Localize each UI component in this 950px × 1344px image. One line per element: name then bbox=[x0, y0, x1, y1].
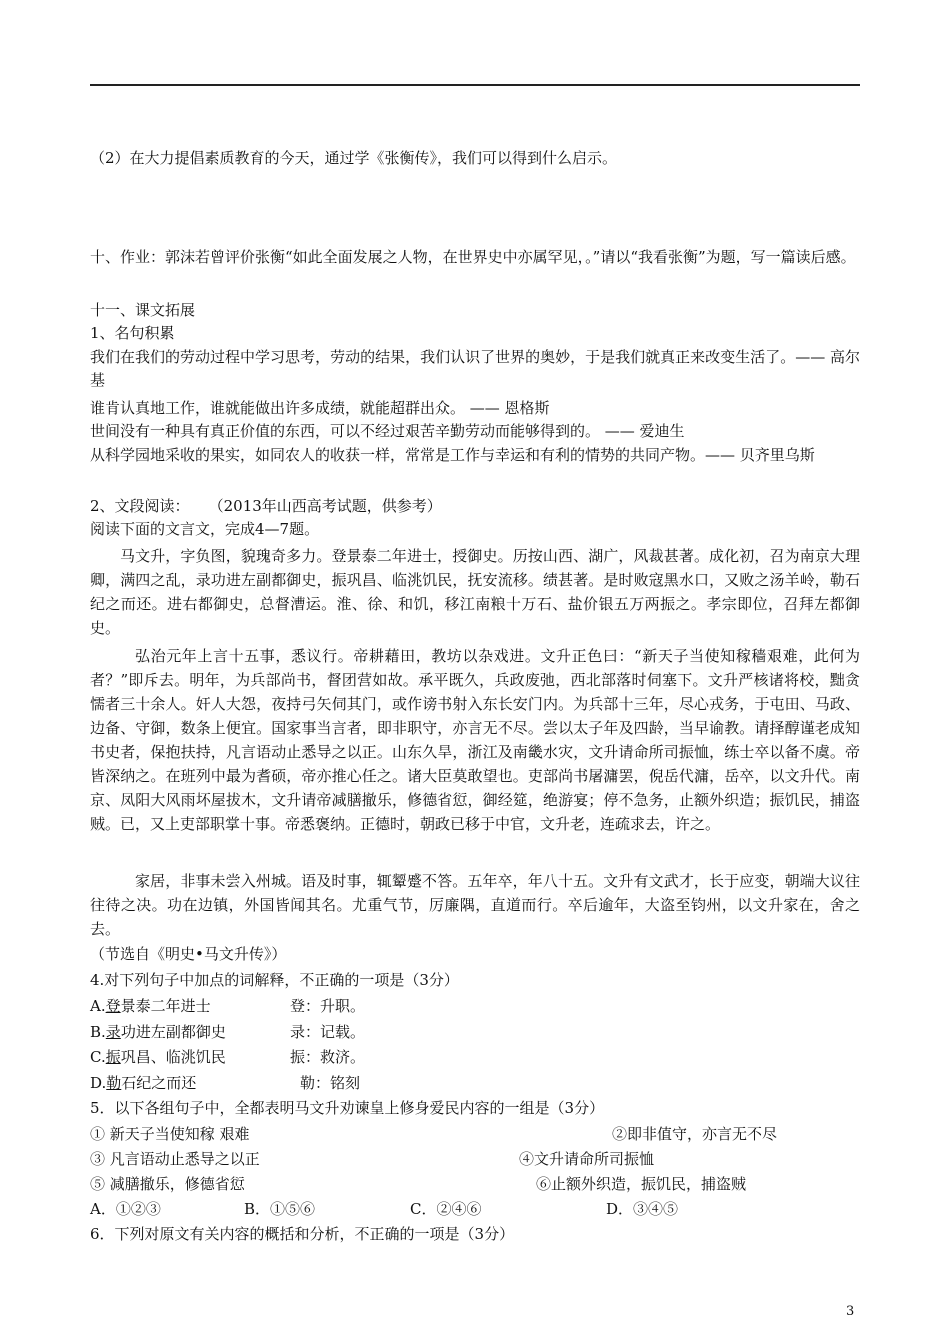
q5-item-1: ① 新天子当使知稼 艰难 bbox=[90, 1125, 250, 1143]
question-5-stem: 5．以下各组句子中，全都表明马文升劝谏皇上修身爱民内容的一组是（3分） bbox=[90, 1099, 605, 1117]
section-11-heading: 十一、课文拓展 bbox=[90, 301, 196, 319]
q5-choice-a: A．①②③ bbox=[90, 1200, 161, 1218]
q5-item-4: ④文升请命所司振恤 bbox=[519, 1150, 655, 1168]
q5-choice-c: C．②④⑥ bbox=[410, 1200, 482, 1218]
quote-berzelius: 从科学园地采收的果实，如同农人的收获一样，常常是工作与幸运和有利的情势的共同产物。—— 贝齐里乌斯 bbox=[90, 446, 815, 464]
q4-option-d-gloss: 勒：铭刻 bbox=[300, 1074, 361, 1092]
subheading-quotes: 1、名句积累 bbox=[90, 324, 175, 342]
q5-item-5: ⑤ 减膳撤乐，修德省愆 bbox=[90, 1175, 245, 1193]
passage-paragraph-2: 弘治元年上言十五事，悉议行。帝耕藉田，教坊以杂戏进。文升正色曰：“新天子当使知稼穑艰难，此何为者？”即斥去。明年，为兵部尚书，督团营如故。承平既久，兵政废弛，西北部落时伺塞下。文升严核诸将校，黜贪懦者三十余人。奸人大怨，夜持弓矢伺其门，或作谤书射入东长安门内。为兵部十三年，尽心戎务，于屯田、马政、边备、守御，数条上便宜。国家事当言者，即非职守，亦言无不尽。尝以太子年及四龄，当早谕教。请择醇谨老成知书史者，保抱扶持，凡言语动止悉导之以正。山东久旱，浙江及南畿水灾，文升请命所司振恤，练士卒以备不虞。帝皆深纳之。在班列中最为耆硕，帝亦推心任之。诸大臣莫敢望也。吏部尚书屠滽罢，倪岳代滽，岳卒，以文升代。南京、凤阳大风雨坏屋拔木，文升请帝减膳撤乐，修德省愆，御经筵，绝游宴；停不急务，止额外织造；振饥民，捕盗贼。已，又上吏部职掌十事。帝悉褒纳。正德时，朝政已移于中官，文升老，连疏求去，许之。 bbox=[90, 647, 860, 833]
quote-edison: 世间没有一种具有真正价值的东西，可以不经过艰苦辛勤劳动而能够得到的。 —— 爱迪生 bbox=[90, 422, 685, 440]
passage-source: （节选自《明史•马文升传》） bbox=[90, 945, 287, 963]
page-number: 3 bbox=[846, 1304, 855, 1319]
question-6-stem: 6．下列对原文有关内容的概括和分析，不正确的一项是（3分） bbox=[90, 1225, 515, 1243]
passage-paragraph-1: 马文升，字负图，貌瑰奇多力。登景泰二年进士，授御史。历按山西、湖广，风裁甚著。成化初，召为南京大理卿，满四之乱，录功进左副都御史，振巩昌、临洮饥民，抚安流移。绩甚著。是时败寇黑水口，又败之汤羊岭，勒石纪之而还。进右都御史，总督漕运。淮、徐、和饥，移江南粮十万石、盐价银五万两振之。孝宗即位，召拜左都御史。 bbox=[90, 547, 860, 637]
q4-option-c: C.振巩昌、临洮饥民 bbox=[90, 1048, 226, 1066]
question-4-stem: 4.对下列句子中加点的词解释，不正确的一项是（3分） bbox=[90, 971, 459, 989]
q4-option-d: D.勒石纪之而还 bbox=[90, 1074, 197, 1092]
q5-choice-b: B．①⑤⑥ bbox=[244, 1200, 316, 1218]
q4-option-a-gloss: 登：升职。 bbox=[290, 997, 366, 1015]
reading-instruction: 阅读下面的文言文，完成4—7题。 bbox=[90, 520, 320, 538]
passage-paragraph-3: 家居，非事未尝入州城。语及时事，辄颦蹙不答。五年卒，年八十五。文升有文武才，长于应变，朝端大议往往待之决。功在边镇，外国皆闻其名。尤重气节，厉廉隅，直道而行。卒后逾年，大盗至钧州，以文升家在，舍之去。 bbox=[90, 872, 860, 938]
q4-option-c-gloss: 振：救济。 bbox=[290, 1048, 366, 1066]
q5-item-3: ③ 凡言语动止悉导之以正 bbox=[90, 1150, 260, 1168]
q4-option-b: B.录功进左副都御史 bbox=[90, 1023, 226, 1041]
q5-item-6: ⑥止额外织造，振饥民，捕盗贼 bbox=[536, 1175, 747, 1193]
q4-option-b-gloss: 录：记载。 bbox=[290, 1023, 366, 1041]
subheading-reading: 2、文段阅读： （2013年山西高考试题，供参考） bbox=[90, 497, 442, 515]
q5-choice-d: D．③④⑤ bbox=[606, 1200, 679, 1218]
header-rule bbox=[90, 84, 860, 86]
quote-engels: 谁肯认真地工作，谁就能做出许多成绩，就能超群出众。 —— 恩格斯 bbox=[90, 399, 550, 417]
q5-item-2: ②即非值守，亦言无不尽 bbox=[612, 1125, 778, 1143]
q4-option-a: A.登景泰二年进士 bbox=[90, 997, 211, 1015]
homework-text: 十、作业：郭沫若曾评价张衡“如此全面发展之人物，在世界史中亦属罕见，。”请以“我看张衡”为题，写一篇读后感。 bbox=[90, 248, 856, 266]
question-2: （2）在大力提倡素质教育的今天，通过学《张衡传》，我们可以得到什么启示。 bbox=[90, 149, 618, 167]
quote-gorky: 我们在我们的劳动过程中学习思考，劳动的结果，我们认识了世界的奥妙，于是我们就真正来改变生活了。—— 高尔基 bbox=[90, 348, 860, 389]
